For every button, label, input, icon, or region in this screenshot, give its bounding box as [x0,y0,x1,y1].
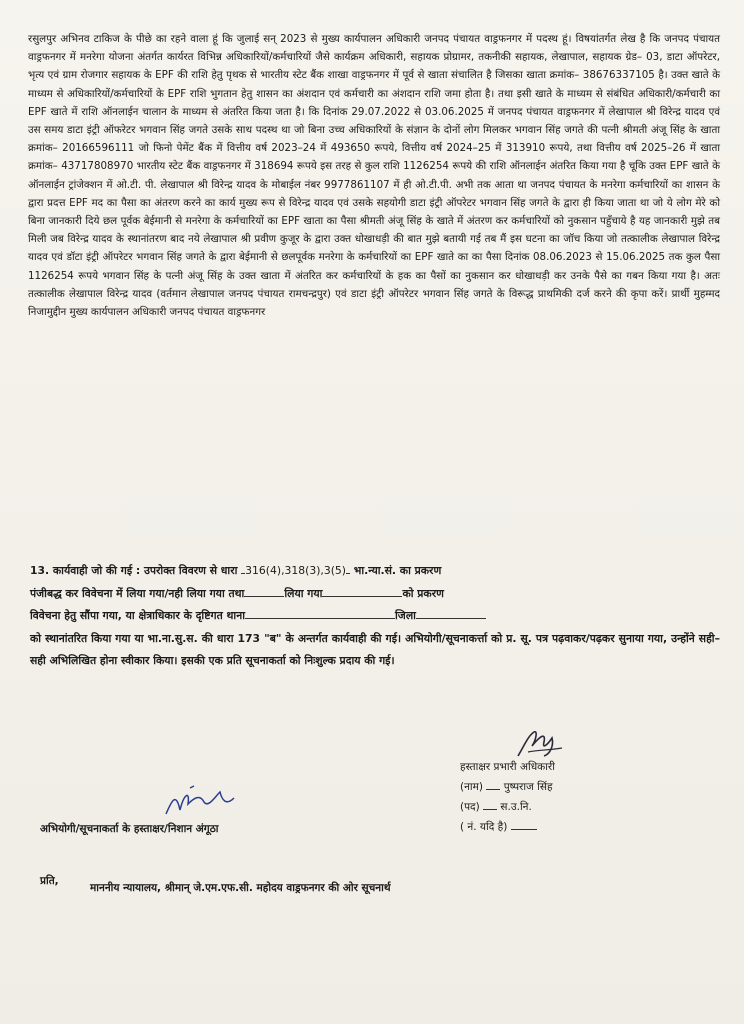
complaint-body [28,30,720,321]
officer-name: पुष्पराज सिंह [503,781,553,793]
copy-label: प्रति, [40,875,59,887]
officer-signature [510,726,570,762]
officer-post: स.उ.नि. [500,801,532,813]
officer-post-row: (पद) स.उ.नि. [460,797,720,817]
section-13-line-1: 13. कार्यवाही जो की गई : उपरोक्त विवरण से धारा 316(4),318(3),3(5) भा.न्या.सं. का प्रकरण [30,560,720,583]
copy-recipient: माननीय न्यायालय, श्रीमान् जे.एम.एफ.सी. महोदय वाड्रफनगर की ओर सूचनार्थ [90,882,391,894]
section-13-line-2: पंजीबद्ध कर विवेचना में लिया गया/नही लिया गया तथा लिया गया को प्रकरण [30,583,720,606]
complaint-paragraph: रसुलपुर अभिनव टाकिज के पीछे का रहने वाला हूं कि जुलाई सन् 2023 से मुख्य कार्यपालन अधिकारी जनपद पंचायत वाड्रफनगर में पदस्थ हूं। विषयांतर्गत लेख है कि जनपद पंचायत वाड्रफनगर में मनरेगा योजना अंतर्गत कार्यरत विभिन्न अधिकारियों/कर्मचारियों जैसे कार्यक्रम अधिकारी, सहायक प्रोग्रामर, तकनीकी सहायक, लेखापाल, सहायक ग्रेड– 03, डाटा ऑपरेटर, भृत्य एवं ग्राम रोजगार सहायक के EPF की राशि हेतु पृथक से भारतीय स्टेट बैंक शाखा वाड्रफनगर में पूर्व से खाता संचालित है जिसका खाता क्रमांक– 38676337105 है। उक्त खाते के माध्यम से अधिकारियों/कर्मचारियों के EPF राशि भुगतान हेतु शासन का अंशदान एवं कर्मचारी का अंशदान राशि जमा होता है। तथा इसी खाते के माध्यम से संबंधित अधिकारी/कर्मचारी का EPF खाते में राशि ऑनलाईन चालान के माध्यम से अंतरित किया जता है। कि दिनांक 29.07.2022 से 03.06.2025 में जनपद पंचायत वाड्रफनगर में लेखापाल श्री विरेन्द्र यादव एवं उस समय डाटा इंट्री ऑफरेटर भगवान सिंह जगते उसके साथ पदस्थ था जो बिना उच्च अधिकारियों के संज्ञान के दोनों लोग मिलकर भगवान सिंह जगते की पत्नी श्रीमती अंजू सिंह के खाता क्रमांक– 20166596111 जो फिनो पेमेंट बैंक में वित्तीय वर्ष 2023–24 में 493650 रूपये, वित्तीय वर्ष 2024–25 में 313910 रूपये, तथा वित्तीय वर्ष 2025–26 में खाता क्रमांक– 43717808970 भारतीय स्टेट बैंक वाड्रफनगर में 318694 रूपये इस तरह से कुल राशि 1126254 रूपये की राशि ऑनलाईन अंतरित किया गया है चूकि उक्त EPF खाते के ऑनलाईन ट्रांजेक्शन में ओ.टी. पी. लेखापाल श्री विरेन्द्र यादव के मोबाईल नंबर 9977861107 में ही ओ.टी.पी. अभी तक आता था जनपद पंचायत के मनरेगा कर्मचारियों का शासन के द्वारा प्रदत्त EPF मद का पैसा का अंतरण करने का कार्य मुख्य रूप से विरेन्द्र यादव एवं उसके सहयोगी डाटा इंट्री ऑपरेटर भगवान सिंह जगते के द्वारा ही किया जाता था जो ये लोग मेरे को बिना जानकारी दिये छल पूर्वक बेईमानी से मनरेगा के कर्मचारियों का EPF खाता का पैसा श्रीमती अंजू सिंह के खाते में अंतरण कर कर्मचारियों को नुकसान पहुँचाये है यह जानकारी मुझे तब मिली जब विरेन्द्र यादव के स्थानांतरण बाद नये लेखापाल श्री प्रवीण कुजूर के द्वारा उक्त धोखाधड़ी की बात मुझे बतायी गई तब मैं इस घटना का जॉच किया जो तत्कालीक लेखापाल विरेन्द्र यादव एवं डॉटा इंट्री ऑपरेटर भगवान सिंह जगते के द्वारा बेईमानी से छलपूर्वक मनरेगा के कर्मचारियों का EPF खाते का का पैसा दिनांक 08.06.2023 से 15.06.2025 तक कुल पैसा 1126254 रूपये भगवान सिंह के पत्नी अंजू सिंह के उक्त खाता में अंतरित कर कर्मचारियों के हक का पैसों का नुकसान कर धोखाधड़ी कर उनके पैसे का गबन किया गया है। अतः तत्कालीक लेखापाल विरेन्द्र यादव (वर्तमान लेखापाल जनपद पंचायत रामचन्द्रपुर) एवं डाटा इंट्री ऑपरेटर भगवान सिंह जगते के विरूद्ध प्राथमिकी दर्ज करने की कृपा करें। प्रार्थी मुहम्मद निजामुद्दीन मुख्य कार्यपालन अधिकारी जनपद पंचायत वाड्रफनगर [28,33,720,319]
complainant-signature-label: अभियोगी/सूचनाकर्ता के हस्ताक्षर/निशान अंगूठा [40,823,219,835]
officer-block [460,758,720,837]
officer-name-row: (नाम) पुष्पराज सिंह [460,777,720,797]
complainant-signature [160,780,250,822]
officer-title: हस्ताक्षर प्रभारी अधिकारी [460,761,555,773]
section-13-action-taken [30,560,720,673]
officer-number-row: ( नं. यदि है) [460,817,720,837]
sections-value: 316(4),318(3),3(5) [245,564,347,577]
section-13-line-4: को स्थानांतरित किया गया या भा.ना.सु.स. की धारा 173 "ब" के अन्तर्गत कार्यवाही की गई। अभियोगी/सूचनाकर्त्ता को प्र. सू. पत्र पढ़वाकर/पढ़कर सुनाया गया, उन्होंने सही–सही अभिलिखित होना स्वीकार किया। इसकी एक प्रति सूचनाकर्ता को निःशुल्क प्रदाय की गई। [30,631,720,667]
section-13-line-3: विवेचना हेतु सौंपा गया, या क्षेत्राधिकार के दृष्टिगत थाना जिला [30,605,720,628]
